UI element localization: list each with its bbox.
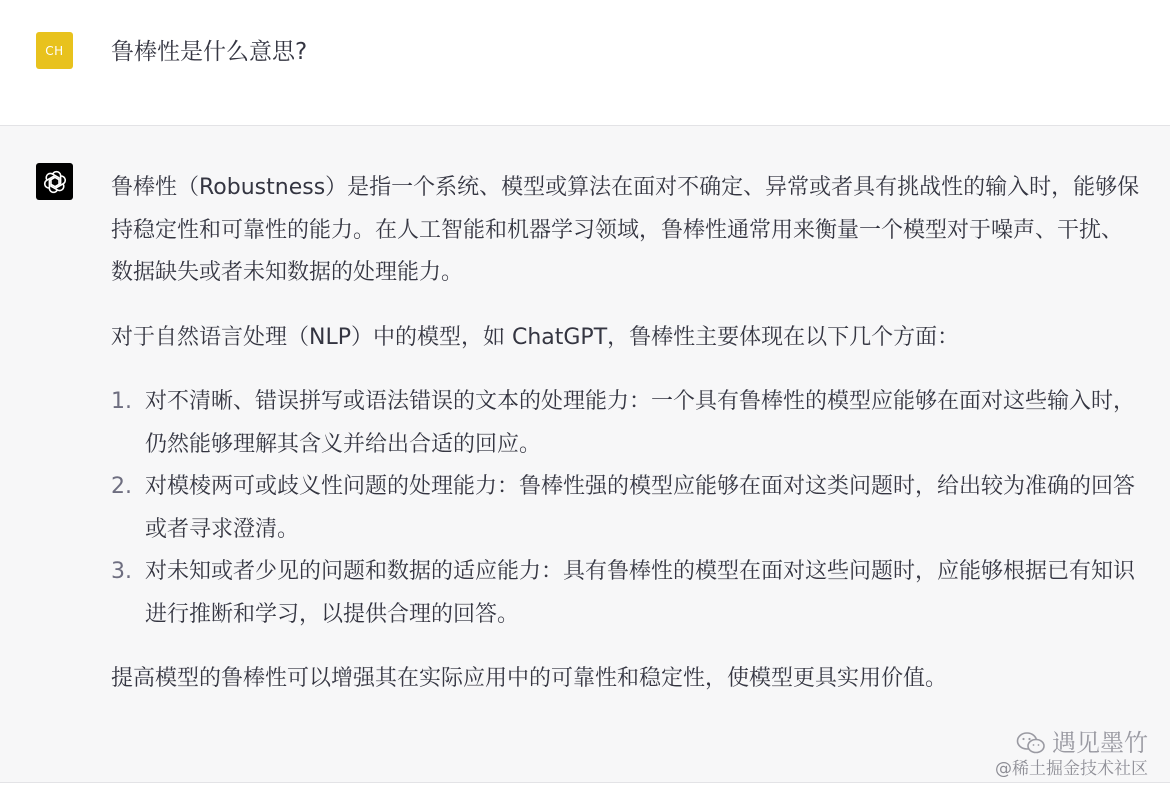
list-item-number: 2.	[111, 474, 132, 499]
list-item-text: 对未知或者少见的问题和数据的适应能力：具有鲁棒性的模型在面对这些问题时，应能够根据已有知识进行推断和学习，以提供合理的回答。	[145, 559, 1136, 627]
list-item-text: 对模棱两可或歧义性问题的处理能力：鲁棒性强的模型应能够在面对这类问题时，给出较为准确的回答或者寻求澄清。	[145, 474, 1136, 542]
assistant-message-content	[111, 167, 1141, 701]
user-message-row	[0, 0, 1170, 126]
watermark-author	[995, 728, 1148, 758]
answer-paragraph: 对于自然语言处理（NLP）中的模型，如 ChatGPT，鲁棒性主要体现在以下几个方面：	[111, 324, 960, 350]
user-message-text: 鲁棒性是什么意思?	[111, 39, 308, 65]
assistant-message-row	[0, 126, 1170, 783]
wechat-icon	[1016, 731, 1046, 755]
user-avatar-initials: CH	[45, 43, 64, 58]
bottom-strip	[0, 783, 1170, 797]
watermark-author-name: 遇见墨竹	[1052, 729, 1148, 757]
answer-list	[111, 381, 1141, 636]
list-item	[111, 381, 1141, 466]
assistant-avatar	[36, 163, 73, 200]
openai-logo-icon	[43, 170, 67, 194]
watermark	[995, 728, 1148, 780]
list-item-number: 3.	[111, 559, 132, 584]
list-item	[111, 551, 1141, 636]
answer-paragraph: 鲁棒性（Robustness）是指一个系统、模型或算法在面对不确定、异常或者具有挑战性的输入时，能够保持稳定性和可靠性的能力。在人工智能和机器学习领域，鲁棒性通常用来衡量一个模型对于噪声、干扰、数据缺失或者未知数据的处理能力。	[111, 175, 1140, 285]
user-avatar	[36, 32, 73, 69]
list-item	[111, 466, 1141, 551]
list-item-text: 对不清晰、错误拼写或语法错误的文本的处理能力：一个具有鲁棒性的模型应能够在面对这些输入时，仍然能够理解其含义并给出合适的回应。	[145, 389, 1136, 457]
answer-closing-paragraph: 提高模型的鲁棒性可以增强其在实际应用中的可靠性和稳定性，使模型更具实用价值。	[111, 666, 948, 691]
watermark-community: @稀土掘金技术社区	[995, 759, 1148, 779]
list-item-number: 1.	[111, 389, 132, 414]
